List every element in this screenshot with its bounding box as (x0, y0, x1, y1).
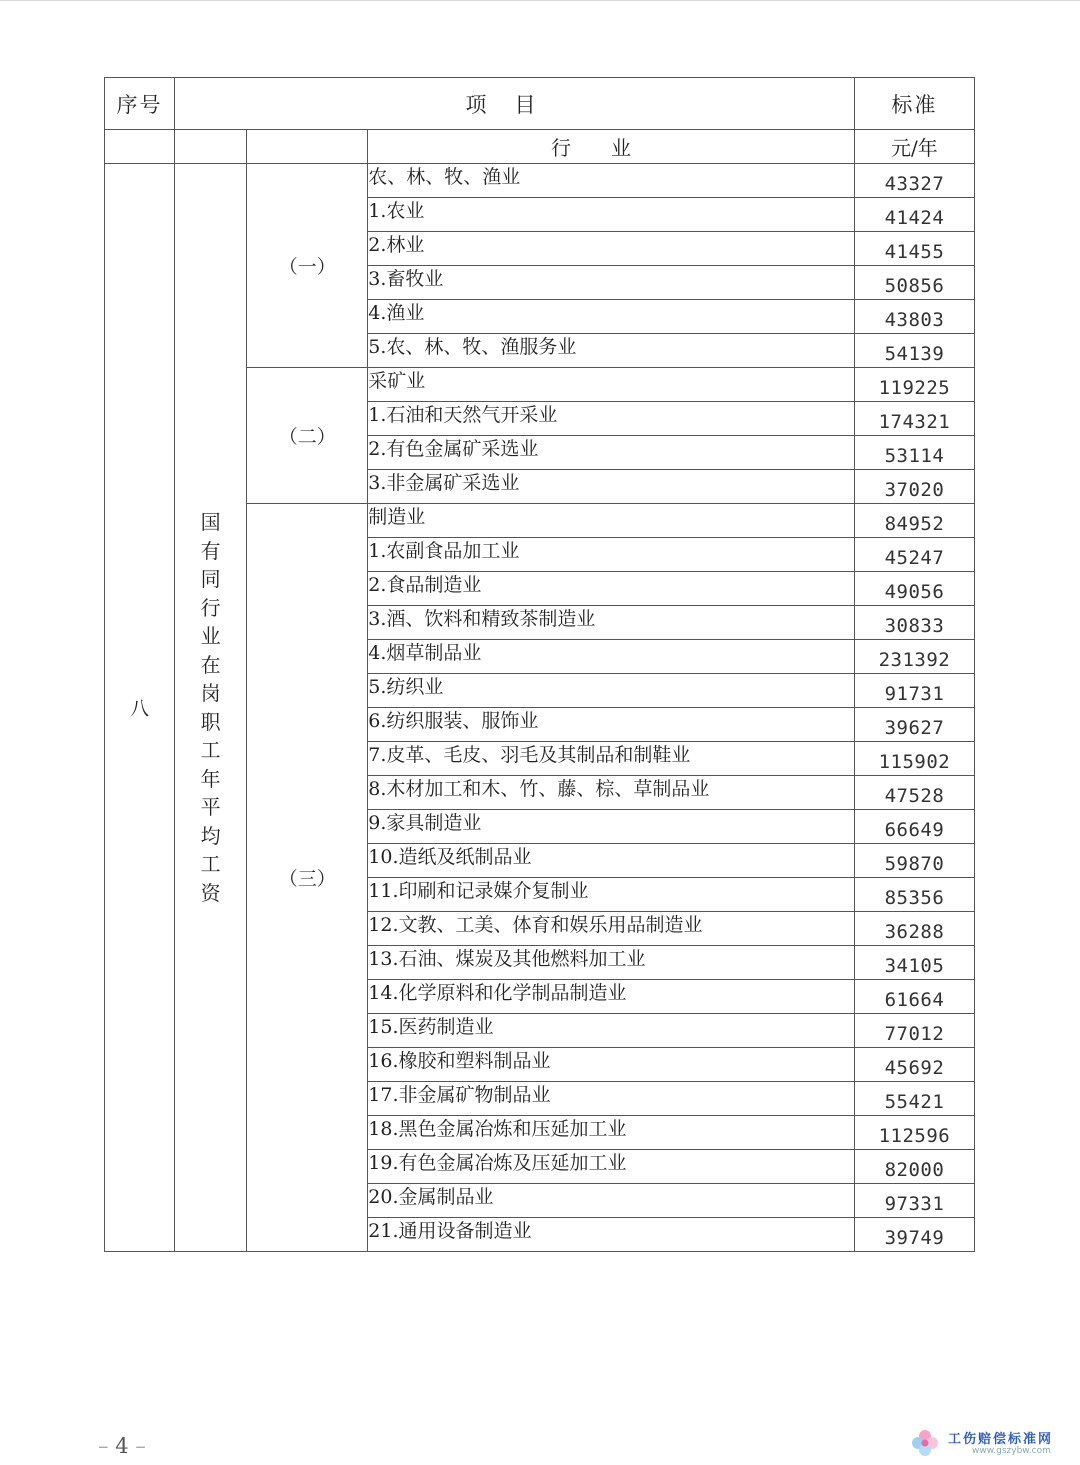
wage-value-cell: 41424 (854, 198, 974, 232)
industry-name-cell: 9.家具制造业 (368, 810, 855, 844)
group-label-cell: （二） (247, 368, 368, 504)
empty-cell (247, 130, 368, 164)
industry-name-cell: 11.印刷和记录媒介复制业 (368, 878, 855, 912)
category-cell (175, 164, 247, 1252)
wage-value-cell: 34105 (854, 946, 974, 980)
wage-value-cell: 45247 (854, 538, 974, 572)
industry-name-cell: 1.石油和天然气开采业 (368, 402, 855, 436)
wage-value-cell: 174321 (854, 402, 974, 436)
industry-name-cell: 采矿业 (368, 368, 855, 402)
wage-value-cell: 43803 (854, 300, 974, 334)
industry-name-cell: 4.烟草制品业 (368, 640, 855, 674)
industry-name-cell: 12.文教、工美、体育和娱乐用品制造业 (368, 912, 855, 946)
industry-name-cell: 8.木材加工和木、竹、藤、棕、草制品业 (368, 776, 855, 810)
wage-value-cell: 49056 (854, 572, 974, 606)
wage-value-cell: 85356 (854, 878, 974, 912)
wage-value-cell: 54139 (854, 334, 974, 368)
industry-name-cell: 3.非金属矿采选业 (368, 470, 855, 504)
industry-name-cell: 14.化学原料和化学制品制造业 (368, 980, 855, 1014)
wage-value-cell: 84952 (854, 504, 974, 538)
flower-logo-icon (910, 1428, 940, 1458)
table-header-row (105, 78, 975, 130)
wage-value-cell: 37020 (854, 470, 974, 504)
industry-name-cell: 21.通用设备制造业 (368, 1218, 855, 1252)
wage-value-cell: 119225 (854, 368, 974, 402)
wage-value-cell: 115902 (854, 742, 974, 776)
industry-name-cell: 2.有色金属矿采选业 (368, 436, 855, 470)
industry-name-cell: 4.渔业 (368, 300, 855, 334)
industry-name-cell: 2.林业 (368, 232, 855, 266)
industry-header: 行业 (368, 130, 855, 164)
watermark-url: www.gszybw.com (972, 1446, 1051, 1456)
wage-standard-table (104, 77, 975, 1252)
wage-value-cell: 36288 (854, 912, 974, 946)
wage-value-cell: 50856 (854, 266, 974, 300)
industry-name-cell: 16.橡胶和塑料制品业 (368, 1048, 855, 1082)
wage-value-cell: 41455 (854, 232, 974, 266)
watermark-title: 工伤赔偿标准网 (948, 1432, 1054, 1447)
wage-value-cell: 112596 (854, 1116, 974, 1150)
page-number-value: 4 (115, 1434, 129, 1458)
unit-header: 元/年 (854, 130, 974, 164)
industry-name-cell: 1.农业 (368, 198, 855, 232)
industry-name-cell: 18.黑色金属冶炼和压延加工业 (368, 1116, 855, 1150)
industry-name-cell: 3.酒、饮料和精致茶制造业 (368, 606, 855, 640)
industry-name-cell: 制造业 (368, 504, 855, 538)
industry-name-cell: 17.非金属矿物制品业 (368, 1082, 855, 1116)
wage-value-cell: 59870 (854, 844, 974, 878)
wage-value-cell: 47528 (854, 776, 974, 810)
empty-cell (105, 130, 175, 164)
industry-name-cell: 10.造纸及纸制品业 (368, 844, 855, 878)
wage-value-cell: 82000 (854, 1150, 974, 1184)
industry-name-cell: 6.纺织服装、服饰业 (368, 708, 855, 742)
industry-name-cell: 19.有色金属冶炼及压延加工业 (368, 1150, 855, 1184)
wage-value-cell: 53114 (854, 436, 974, 470)
section-seq-cell: 八 (105, 164, 175, 1252)
industry-name-cell: 3.畜牧业 (368, 266, 855, 300)
seq-header: 序号 (105, 78, 175, 130)
industry-name-cell: 13.石油、煤炭及其他燃料加工业 (368, 946, 855, 980)
wage-value-cell: 231392 (854, 640, 974, 674)
standard-header: 标准 (854, 78, 974, 130)
table-row (105, 164, 975, 198)
industry-name-cell: 1.农副食品加工业 (368, 538, 855, 572)
wage-value-cell: 66649 (854, 810, 974, 844)
group-label-cell: （一） (247, 164, 368, 368)
industry-name-cell: 7.皮革、毛皮、羽毛及其制品和制鞋业 (368, 742, 855, 776)
top-border-line (0, 0, 1080, 1)
table-subheader-row (105, 130, 975, 164)
industry-name-cell: 15.医药制造业 (368, 1014, 855, 1048)
wage-value-cell: 39749 (854, 1218, 974, 1252)
wage-value-cell: 97331 (854, 1184, 974, 1218)
empty-cell (175, 130, 247, 164)
wage-value-cell: 45692 (854, 1048, 974, 1082)
industry-name-cell: 农、林、牧、渔业 (368, 164, 855, 198)
industry-name-cell: 5.纺织业 (368, 674, 855, 708)
wage-value-cell: 91731 (854, 674, 974, 708)
wage-value-cell: 77012 (854, 1014, 974, 1048)
item-header: 项目 (175, 78, 855, 130)
wage-value-cell: 30833 (854, 606, 974, 640)
wage-value-cell: 55421 (854, 1082, 974, 1116)
wage-value-cell: 39627 (854, 708, 974, 742)
industry-name-cell: 20.金属制品业 (368, 1184, 855, 1218)
industry-name-cell: 2.食品制造业 (368, 572, 855, 606)
group-label-cell: （三） (247, 504, 368, 1252)
industry-name-cell: 5.农、林、牧、渔服务业 (368, 334, 855, 368)
watermark-logo (910, 1428, 1070, 1458)
page-number: – 4 – (98, 1434, 146, 1458)
category-vertical-text: 国有同行业在岗职工年平均工资 (200, 510, 221, 905)
wage-value-cell: 43327 (854, 164, 974, 198)
wage-value-cell: 61664 (854, 980, 974, 1014)
